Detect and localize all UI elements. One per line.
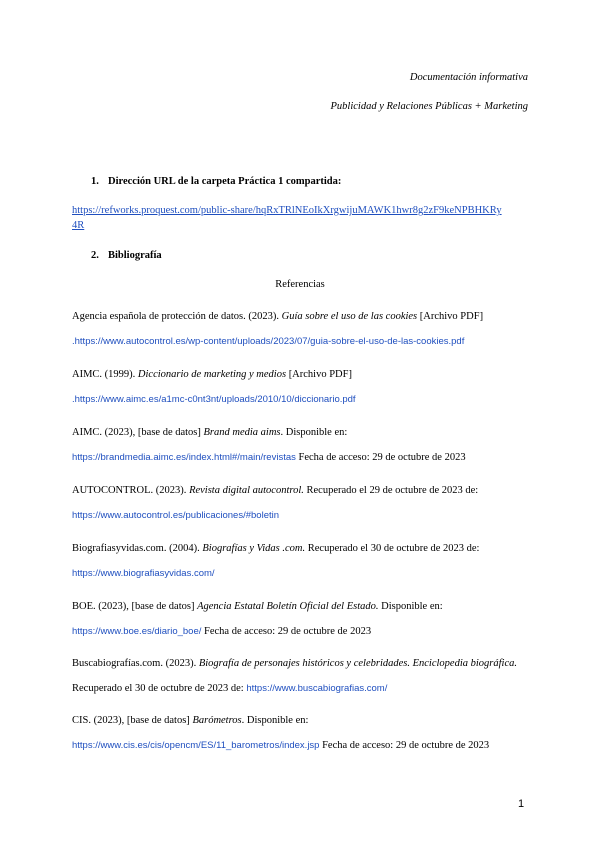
reference-link[interactable]: https://www.buscabiografias.com/ [246,683,388,694]
reference-4-link-line [72,510,279,521]
reference-note: Recuperado el 29 de octubre de 2023 de: [303,485,479,496]
reference-6 [72,601,443,612]
reference-2-link-line [72,394,356,405]
reference-1-link-line [72,336,464,347]
section-1-number: 1. [91,176,99,187]
reference-author: Biografiasyvidas.com. (2004). [72,543,203,554]
reference-7 [72,658,517,669]
section-1-title: Dirección URL de la carpeta Práctica 1 compartida: [108,176,342,187]
section-2-title: Bibliografía [108,250,162,261]
reference-5 [72,543,479,554]
reference-link[interactable]: https://www.biografiasyvidas.com/ [72,568,215,579]
reference-access-date: Fecha de acceso: 29 de octubre de 2023 [319,740,490,751]
reference-title: Guía sobre el uso de las cookies [281,311,418,322]
reference-title: Agencia Estatal Boletín Oficial del Estado. [197,601,379,612]
reference-title: Brand media aims [203,427,281,438]
reference-author: CIS. (2023), [base de datos] [72,715,193,726]
reference-2 [72,369,352,380]
reference-author: BOE. (2023), [base de datos] [72,601,198,612]
reference-note: [Archivo PDF] [286,369,352,380]
reference-title: Biografía de personajes históricos y celebridades. Enciclopedia biográfica. [198,658,518,669]
reference-author: AIMC. (1999). [72,369,138,380]
reference-link[interactable]: .https://www.autocontrol.es/wp-content/uploads/2023/07/guia-sobre-el-uso-de-las-cookies.pdf [72,336,465,347]
reference-note: Disponible en: [378,601,443,612]
reference-3 [72,427,347,438]
reference-link[interactable]: https://brandmedia.aimc.es/index.html#/main/revistas [72,452,296,463]
page-number: 1 [518,798,525,810]
reference-author: Agencia española de protección de datos. (2023). [72,311,282,322]
section-2-number: 2. [91,250,99,261]
reference-link[interactable]: .https://www.aimc.es/a1mc-c0nt3nt/uploads/2010/10/diccionario.pdf [72,394,356,405]
reference-author: AIMC. (2023), [base de datos] [72,427,204,438]
reference-8-link-line [72,740,489,751]
reference-6-link-line [72,626,371,637]
reference-author: Buscabiografías.com. (2023). [72,658,199,669]
references-heading: Referencias [275,279,325,290]
reference-7-link-line [72,683,387,694]
reference-note: . Disponible en: [241,715,309,726]
reference-title: Barómetros [192,715,242,726]
reference-note: [Archivo PDF] [417,311,484,322]
reference-retrieved-note: Recuperado el 30 de octubre de 2023 de: [72,683,247,694]
reference-4 [72,485,478,496]
reference-8 [72,715,308,726]
reference-title: Diccionario de marketing y medios [137,369,287,380]
reference-1 [72,311,483,322]
reference-author: AUTOCONTROL. (2023). [72,485,190,496]
reference-link[interactable]: https://www.autocontrol.es/publicaciones/#boletin [72,510,280,521]
shared-folder-url-line-2[interactable]: 4R [72,220,85,231]
reference-note: Recuperado el 30 de octubre de 2023 de: [305,543,480,554]
reference-access-date: Fecha de acceso: 29 de octubre de 2023 [201,626,372,637]
header-line-1: Documentación informativa [409,72,528,83]
reference-link[interactable]: https://www.cis.es/cis/opencm/ES/11_barometros/index.jsp [72,740,320,751]
reference-access-date: Fecha de acceso: 29 de octubre de 2023 [295,452,466,463]
header-line-2: Publicidad y Relaciones Públicas + Marketing [330,101,528,112]
reference-3-link-line [72,452,466,463]
reference-note: . Disponible en: [280,427,348,438]
reference-5-link-line [72,568,215,579]
shared-folder-url-line-1[interactable]: https://refworks.proquest.com/public-share/hqRxTRlNEoIkXrgwijuMAWK1hwr8g2zF9keNPBHKRy [72,205,502,216]
reference-link[interactable]: https://www.boe.es/diario_boe/ [72,626,202,637]
reference-title: Biografías y Vidas .com. [202,543,306,554]
reference-title: Revista digital autocontrol. [189,485,304,496]
